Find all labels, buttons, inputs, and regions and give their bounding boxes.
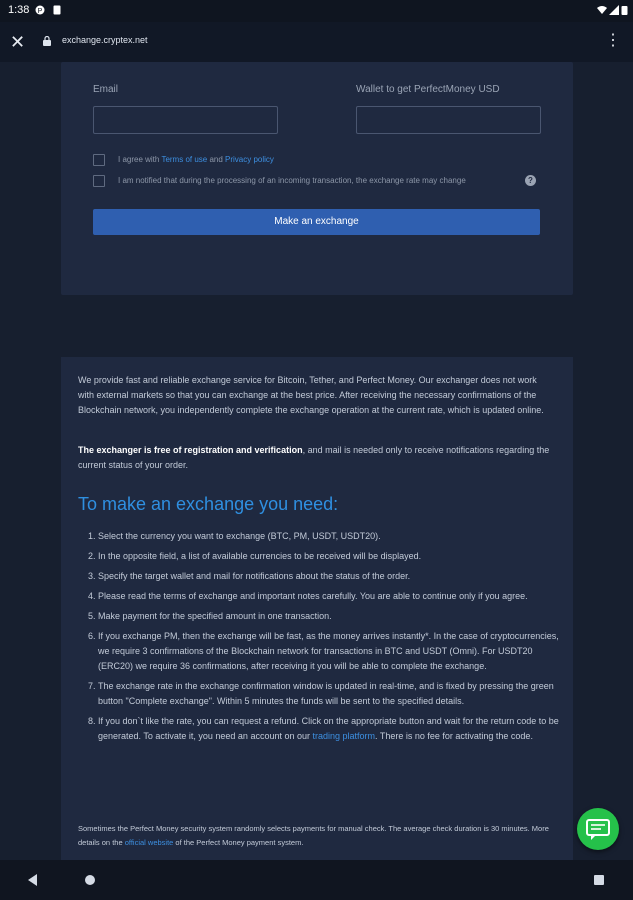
signal-icon (609, 5, 619, 15)
back-icon[interactable] (28, 874, 37, 886)
registration-rest: , and mail is needed only to receive notifications regarding the current status of your order. (78, 445, 550, 470)
lock-icon (43, 36, 51, 46)
email-label: Email (93, 84, 119, 95)
wallet-field[interactable] (356, 106, 541, 134)
list-item: 6. If you exchange PM, then the exchange will be fast, as the money arrives instantly*. In the case of cryptocurrencies, we require 3 confirmations of the Blockchain network for transactions in BTC and USDT (Omni). For USDT20 (ERC20) we require 36 confirmations, after receiving it you will be able to complete the exchange. (98, 629, 568, 674)
status-bar (0, 0, 633, 22)
list-item: 1. Select the currency you want to exchange (BTC, PM, USDT, USDT20). (98, 529, 568, 544)
home-icon[interactable] (85, 875, 95, 885)
sim-icon (52, 5, 62, 15)
list-item: 2. In the opposite field, a list of available currencies to be received will be displayed. (98, 549, 568, 564)
list-item: 4. Please read the terms of exchange and important notes carefully. You are able to continue only if you agree. (98, 589, 568, 604)
system-nav-bar (0, 860, 633, 900)
list-item: 7. The exchange rate in the exchange confirmation window is updated in real-time, and is fixed by pressing the green button "Complete exchange". Within 5 minutes the funds will be sent to the specified details. (98, 679, 568, 709)
note-post: of the Perfect Money payment system. (173, 838, 304, 847)
exchange-form-card (61, 62, 573, 295)
info-icon[interactable]: ? (525, 175, 536, 186)
notified-text: I am notified that during the processing of an incoming transaction, the exchange rate may change (118, 176, 466, 185)
wifi-icon (597, 5, 607, 15)
page-content (0, 62, 633, 860)
agree-text (118, 155, 274, 164)
manual-check-note (78, 822, 558, 850)
notification-icon (35, 5, 45, 15)
make-exchange-button[interactable]: Make an exchange (93, 209, 540, 235)
url-text[interactable]: exchange.cryptex.net (62, 35, 148, 45)
steps-list (78, 529, 568, 749)
battery-icon (621, 5, 628, 15)
list-item: 3. Specify the target wallet and mail for notifications about the status of the order. (98, 569, 568, 584)
list-item (98, 714, 568, 744)
close-icon[interactable]: ✕ (10, 32, 26, 52)
agree-checkbox[interactable] (93, 154, 105, 166)
registration-paragraph (78, 443, 553, 473)
steps-heading: To make an exchange you need: (78, 494, 339, 514)
wallet-label: Wallet to get PerfectMoney USD (356, 84, 500, 95)
notified-checkbox[interactable] (93, 175, 105, 187)
svg-text:P: P (37, 8, 43, 15)
chat-button[interactable] (577, 808, 619, 850)
recents-icon[interactable] (594, 875, 604, 885)
more-vert-icon[interactable]: ⋮ (605, 32, 621, 49)
agree-and: and (207, 155, 226, 164)
step8-post: . There is no fee for activating the code. (375, 731, 533, 741)
note-pre: Sometimes the Perfect Money security system randomly selects payments for manual check. The average check duration is 30 minutes. More details on the (78, 824, 549, 847)
registration-bold: The exchanger is free of registration and verification (78, 445, 303, 455)
status-time: 1:38 (8, 4, 30, 16)
privacy-link[interactable]: Privacy policy (225, 155, 274, 164)
agree-prefix: I agree with (118, 155, 162, 164)
browser-toolbar (0, 22, 633, 62)
chat-icon (577, 808, 619, 850)
info-card (61, 357, 573, 860)
official-website-link[interactable]: official website (124, 838, 174, 847)
email-field[interactable] (93, 106, 278, 134)
trading-platform-link[interactable]: trading platform (312, 731, 376, 741)
list-item: 5. Make payment for the specified amount in one transaction. (98, 609, 568, 624)
terms-link[interactable]: Terms of use (161, 155, 208, 164)
intro-paragraph: We provide fast and reliable exchange service for Bitcoin, Tether, and Perfect Money. Our exchanger does not work with external markets so that you can exchange at the best price. After receiving the necessary confirmations of the Blockchain network, you independently complete the exchange operation at the current rate, which is updated online. (78, 375, 544, 415)
step8-pre: If you don`t like the rate, you can request a refund. Click on the appropriate button and wait for the return code to be generated. To activate it, you need an account on our (98, 716, 559, 741)
